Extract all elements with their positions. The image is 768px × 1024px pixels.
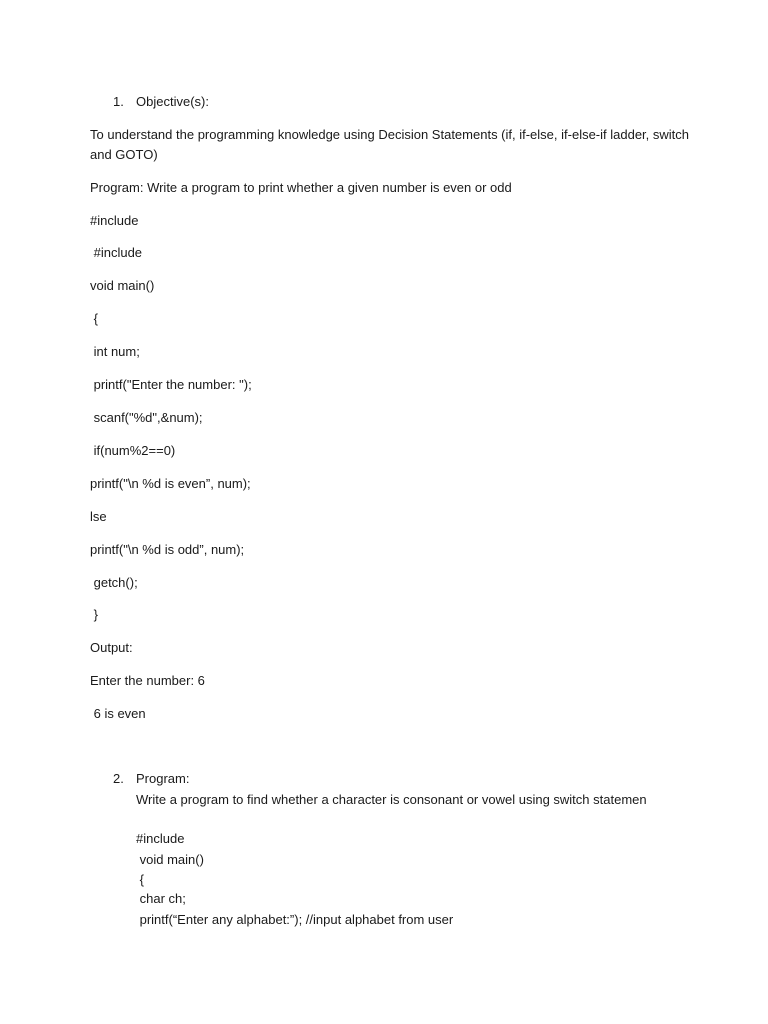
code-line: void main() bbox=[136, 852, 204, 867]
code-line: { bbox=[136, 872, 144, 887]
output-line: 6 is even bbox=[90, 706, 146, 721]
code-line: lse bbox=[90, 509, 107, 524]
code-line: int num; bbox=[90, 344, 140, 359]
section-1-number: 1. bbox=[113, 94, 124, 109]
code-line: printf("\n %d is even”, num); bbox=[90, 476, 251, 491]
code-line: } bbox=[90, 607, 98, 622]
section-2-number: 2. bbox=[113, 771, 124, 786]
code-line: printf(“Enter any alphabet:”); //input alphabet from user bbox=[136, 912, 454, 927]
section-1-heading: Objective(s): bbox=[136, 94, 209, 109]
objective-text-line-2: and GOTO) bbox=[90, 147, 158, 162]
code-line: { bbox=[90, 311, 98, 326]
code-line: getch(); bbox=[90, 575, 138, 590]
section-2-task: Write a program to find whether a character is consonant or vowel using switch statemen bbox=[136, 792, 647, 807]
program-statement: Program: Write a program to print whether a given number is even or odd bbox=[90, 180, 512, 195]
output-label: Output: bbox=[90, 640, 133, 655]
code-line: if(num%2==0) bbox=[90, 443, 176, 458]
objective-text-line-1: To understand the programming knowledge using Decision Statements (if, if-else, if-else-if ladder, switch bbox=[90, 127, 690, 142]
section-2-heading: Program: bbox=[136, 771, 190, 786]
code-line: printf("\n %d is odd”, num); bbox=[90, 542, 245, 557]
code-line: char ch; bbox=[136, 891, 186, 906]
code-line: #include bbox=[90, 213, 139, 228]
output-line: Enter the number: 6 bbox=[90, 673, 205, 688]
code-line: #include bbox=[90, 245, 143, 260]
code-line: void main() bbox=[90, 278, 155, 293]
code-line: scanf("%d",&num); bbox=[90, 410, 203, 425]
code-line: #include bbox=[136, 831, 185, 846]
code-line: printf("Enter the number: "); bbox=[90, 377, 252, 392]
